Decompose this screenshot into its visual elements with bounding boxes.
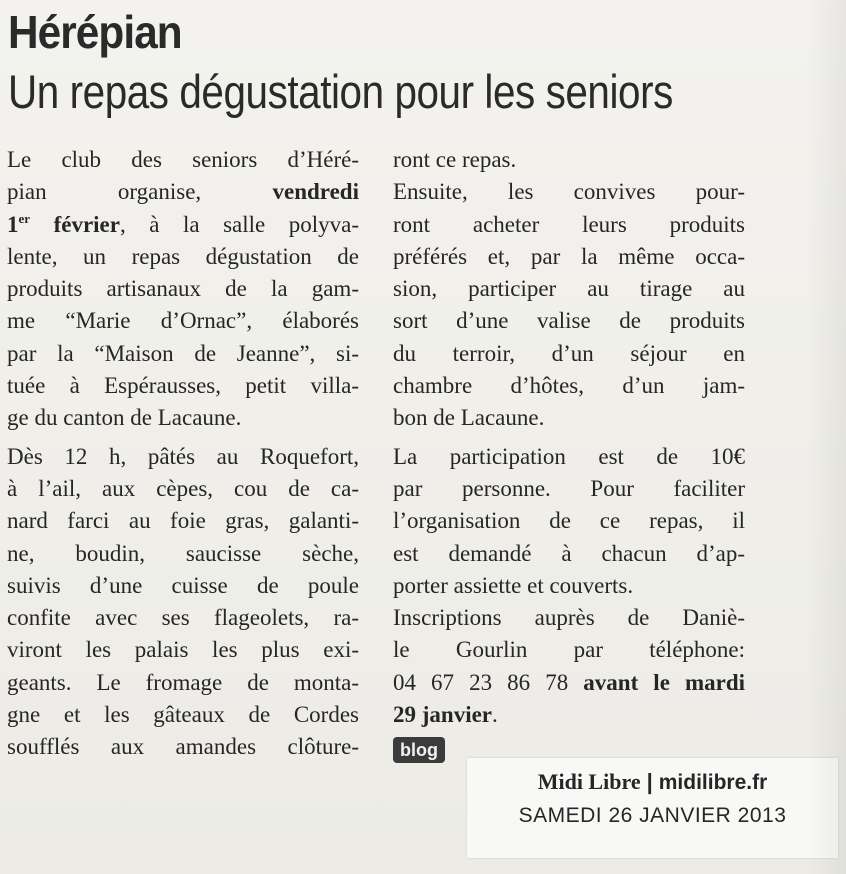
- text-line: l’organisation de ce repas, il: [393, 508, 745, 534]
- text-line: gne et les gâteaux de Cordes: [7, 702, 359, 728]
- text-line: produits artisanaux de la gam-: [7, 276, 359, 302]
- text-line: Inscriptions auprès de Daniè-: [393, 605, 745, 631]
- text-line: est demandé à chacun d’ap-: [393, 540, 745, 566]
- publication-name: Midi Libre: [537, 769, 641, 794]
- article-kicker: Hérépian: [8, 6, 182, 58]
- text-line: 29 janvier.: [393, 702, 498, 728]
- bleed-through-decoration: [558, 20, 571, 60]
- text-line: suivis d’une cuisse de poule: [7, 572, 359, 598]
- text-line: pian organise, vendredi: [7, 179, 359, 205]
- publication-date: SAMEDI 26 JANVIER 2013: [518, 804, 787, 827]
- text-line: viront les palais les plus exi-: [7, 637, 359, 663]
- text-line: ge du canton de Lacaune.: [7, 405, 242, 431]
- text-line: soufflés aux amandes clôture-: [7, 734, 359, 760]
- text-line: Dès 12 h, pâtés au Roquefort,: [7, 443, 359, 469]
- text-line: nard farci au foie gras, galanti-: [7, 508, 359, 534]
- text-line: le Gourlin par téléphone:: [393, 637, 745, 663]
- source-credit-box: [467, 758, 838, 858]
- text-line: sion, participer au tirage au: [393, 276, 745, 302]
- text-line: du terroir, d’un séjour en: [393, 340, 745, 366]
- text-line: ront ce repas.: [393, 147, 517, 172]
- text-line: geants. Le fromage de monta-: [7, 669, 359, 695]
- text-line: sort d’une valise de produits: [393, 308, 745, 334]
- text-line: tuée à Espérausses, petit villa-: [7, 373, 359, 399]
- text-line: par personne. Pour faciliter: [393, 475, 745, 501]
- text-line: ront acheter leurs produits: [393, 211, 745, 237]
- publication-website: midilibre.fr: [658, 771, 768, 794]
- text-line: me “Marie d’Ornac”, élaborés: [7, 308, 359, 334]
- text-line: par la “Maison de Jeanne”, si-: [7, 340, 359, 366]
- text-line: 1er février, à la salle polyva-: [7, 210, 360, 237]
- text-line: à l’ail, aux cèpes, cou de ca-: [7, 475, 359, 501]
- text-line: Le club des seniors d’Héré-: [7, 147, 359, 172]
- text-line: ne, boudin, saucisse sèche,: [7, 540, 359, 566]
- text-line: confite avec ses flageolets, ra-: [7, 605, 359, 631]
- source-separator: |: [646, 769, 653, 794]
- text-line: La participation est de 10€: [393, 443, 745, 469]
- text-line: chambre d’hôtes, d’un jam-: [393, 373, 745, 399]
- text-line: porter assiette et couverts.: [393, 572, 634, 598]
- article-left-column: [7, 144, 359, 764]
- text-line: bon de Lacaune.: [393, 405, 545, 431]
- text-line: 04 67 23 86 78 avant le mardi: [393, 669, 746, 695]
- source-line: [467, 768, 838, 797]
- text-line: Ensuite, les convives pour-: [393, 179, 745, 205]
- article-right-column: [393, 144, 745, 766]
- blog-tag[interactable]: blog: [393, 737, 445, 763]
- paper-edge-shadow: [806, 0, 846, 874]
- text-line: lente, un repas dégustation de: [7, 243, 359, 269]
- text-line: préférés et, par la même occa-: [393, 243, 745, 269]
- article-headline: Un repas dégustation pour les seniors: [8, 65, 673, 118]
